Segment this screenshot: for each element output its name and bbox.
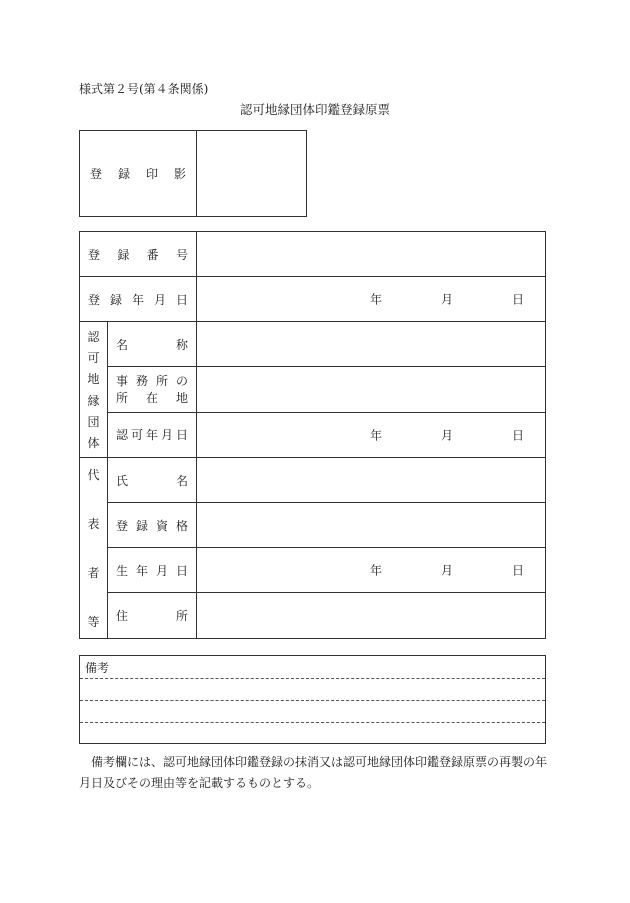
seal-impression-area[interactable] xyxy=(197,131,307,217)
year-unit: 年 xyxy=(370,563,383,578)
form-number: 様式第２号(第４条関係) xyxy=(79,82,209,96)
seal-char: 録 xyxy=(117,167,130,181)
year-unit: 年 xyxy=(370,428,383,443)
document-title: 認可地縁団体印鑑登録原票 xyxy=(239,102,390,117)
month-unit: 月 xyxy=(441,292,454,307)
group-name-label: 名 称 xyxy=(108,322,197,367)
day-unit: 日 xyxy=(512,292,525,307)
approval-date-field[interactable] xyxy=(197,412,546,457)
rep-address-field[interactable] xyxy=(197,593,546,639)
rep-qualification-field[interactable] xyxy=(197,503,546,548)
footnote: 備考欄には、認可地縁団体印鑑登録の抹消又は認可地縁団体印鑑登録原票の再製の年月日及びその理由等を記載するものとする。 xyxy=(79,755,548,790)
reg-number-label: 登 録 番 号 xyxy=(80,232,197,277)
rep-name-label: 氏 名 xyxy=(108,458,197,503)
rep-birthdate-field[interactable] xyxy=(197,548,546,593)
registration-table xyxy=(79,231,546,639)
representative-vertical-label: 代 表 者 等 xyxy=(80,458,108,639)
reg-date-field[interactable] xyxy=(197,277,546,322)
seal-char: 登 xyxy=(90,167,103,181)
rep-address-label: 住 所 xyxy=(108,593,197,639)
rep-birthdate-label: 生 年 月 日 xyxy=(108,548,197,593)
year-unit: 年 xyxy=(370,292,383,307)
remarks-line xyxy=(80,678,545,679)
remarks-line xyxy=(80,700,545,701)
office-location-field[interactable] xyxy=(197,367,546,412)
group-name-field[interactable] xyxy=(197,322,546,367)
approval-date-label: 認 可 年 月 日 xyxy=(108,412,197,457)
seal-char: 印 xyxy=(145,167,158,181)
remarks-line xyxy=(80,722,545,723)
seal-char: 影 xyxy=(173,167,186,181)
reg-date-label: 登 録 年 月 日 xyxy=(80,277,197,322)
reg-number-field[interactable] xyxy=(197,232,546,277)
month-unit: 月 xyxy=(441,563,454,578)
rep-qualification-label: 登 録 資 格 xyxy=(108,503,197,548)
seal-label-cell xyxy=(80,131,197,217)
rep-name-field[interactable] xyxy=(197,458,546,503)
office-location-label: 事 務 所 の 所 在 地 xyxy=(108,367,197,412)
remarks-label: 備考 xyxy=(85,661,110,675)
remarks-box[interactable] xyxy=(79,655,546,744)
month-unit: 月 xyxy=(441,428,454,443)
seal-box xyxy=(79,130,307,217)
day-unit: 日 xyxy=(512,428,525,443)
day-unit: 日 xyxy=(512,563,525,578)
group-vertical-label: 認 可 地 縁 団 体 xyxy=(80,322,108,458)
